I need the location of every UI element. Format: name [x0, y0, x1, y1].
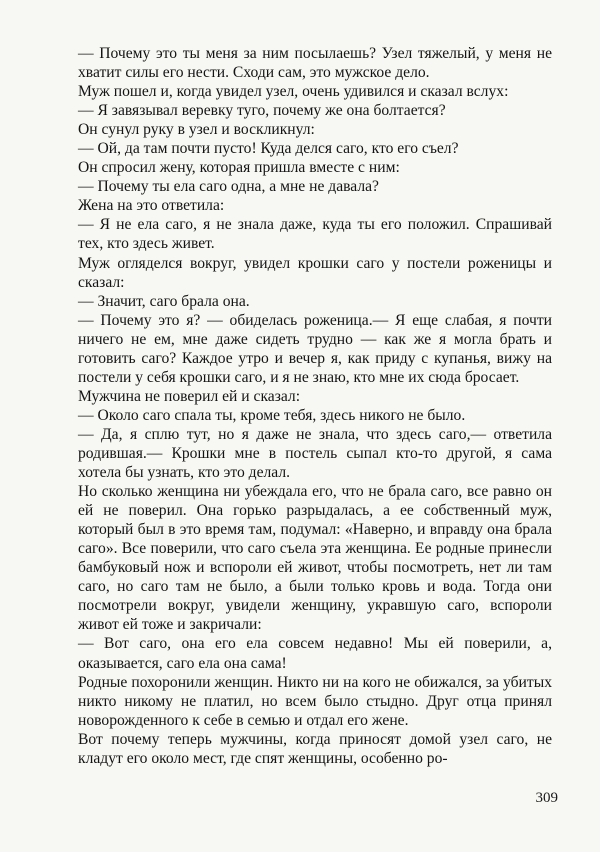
paragraph: Мужчина не поверил ей и сказал: [78, 387, 301, 405]
paragraph: Жена на это ответила: [78, 197, 225, 215]
paragraph: — Значит, саго брала она. [78, 292, 250, 310]
paragraph: Родные похоронили женщин. Никто ни на кого не обижался, за убитых никто никому не платил, но всем было стыдно. Друг отца принял новорожденного к себе в семью и отдал его жене. [78, 673, 552, 729]
paragraph: Он спросил жену, которая пришла вместе с ним: [78, 159, 400, 177]
paragraph: — Почему это я? — обиделась роженица.— Я еще слабая, я почти ничего не ем, мне даже сидеть трудно — как же я могла брать и готовить саго? Каждое утро и вечер я, как приду с купанья, вижу на постели у себя крошки саго, и я не знаю, кто мне их сюда бросает. [78, 311, 552, 386]
paragraph: Но сколько женщина ни убеждала его, что не брала саго, все равно он ей не поверил. Она горько разрыдалась, а ее собственный муж, который был в это время там, подумал: «Наверно, и вправду она брала саго». Все поверили, что саго съела эта женщина. Ее родные принесли бамбуковый нож и вспороли ей живот, чтобы посмотреть, нет ли там саго, но саго там не было, а были только кровь и вода. Тогда они посмотрели вокруг, увидели женщину, укравшую саго, вспороли живот ей тоже и закричали: [78, 483, 552, 634]
body-text [78, 44, 552, 768]
paragraph: Муж пошел и, когда увидел узел, очень удивился и сказал вслух: [78, 83, 509, 101]
paragraph: Он сунул руку в узел и воскликнул: [78, 121, 315, 139]
paragraph: — Ой, да там почти пусто! Куда делся саго, кто его съел? [78, 140, 459, 158]
paragraph: — Я не ела саго, я не знала даже, куда ты его положил. Спрашивай тех, кто здесь живет. [78, 216, 552, 253]
paragraph: — Около саго спала ты, кроме тебя, здесь никого не было. [78, 406, 466, 424]
paragraph: — Почему это ты меня за ним посылаешь? Узел тяжелый, у меня не хватит силы его нести. Сходи сам, это мужское дело. [78, 45, 552, 82]
paragraph: Муж огляделся вокруг, увидел крошки саго у постели роженицы и сказал: [78, 254, 552, 291]
page-number: 309 [535, 790, 558, 806]
paragraph: — Я завязывал веревку туго, почему же она болтается? [78, 102, 446, 120]
paragraph: — Вот саго, она его ела совсем недавно! Мы ей поверили, а, оказывается, саго ела она сама! [78, 635, 552, 672]
paragraph: Вот почему теперь мужчины, когда приносят домой узел саго, не кладут его около мест, где спят женщины, особенно ро- [78, 730, 552, 767]
paragraph: — Да, я сплю тут, но я даже не знала, что здесь саго,— ответила родившая.— Крошки мне в постель сыпал кто-то другой, я сама хотела бы узнать, кто это делал. [78, 425, 552, 482]
paragraph: — Почему ты ела саго одна, а мне не давала? [78, 178, 379, 196]
